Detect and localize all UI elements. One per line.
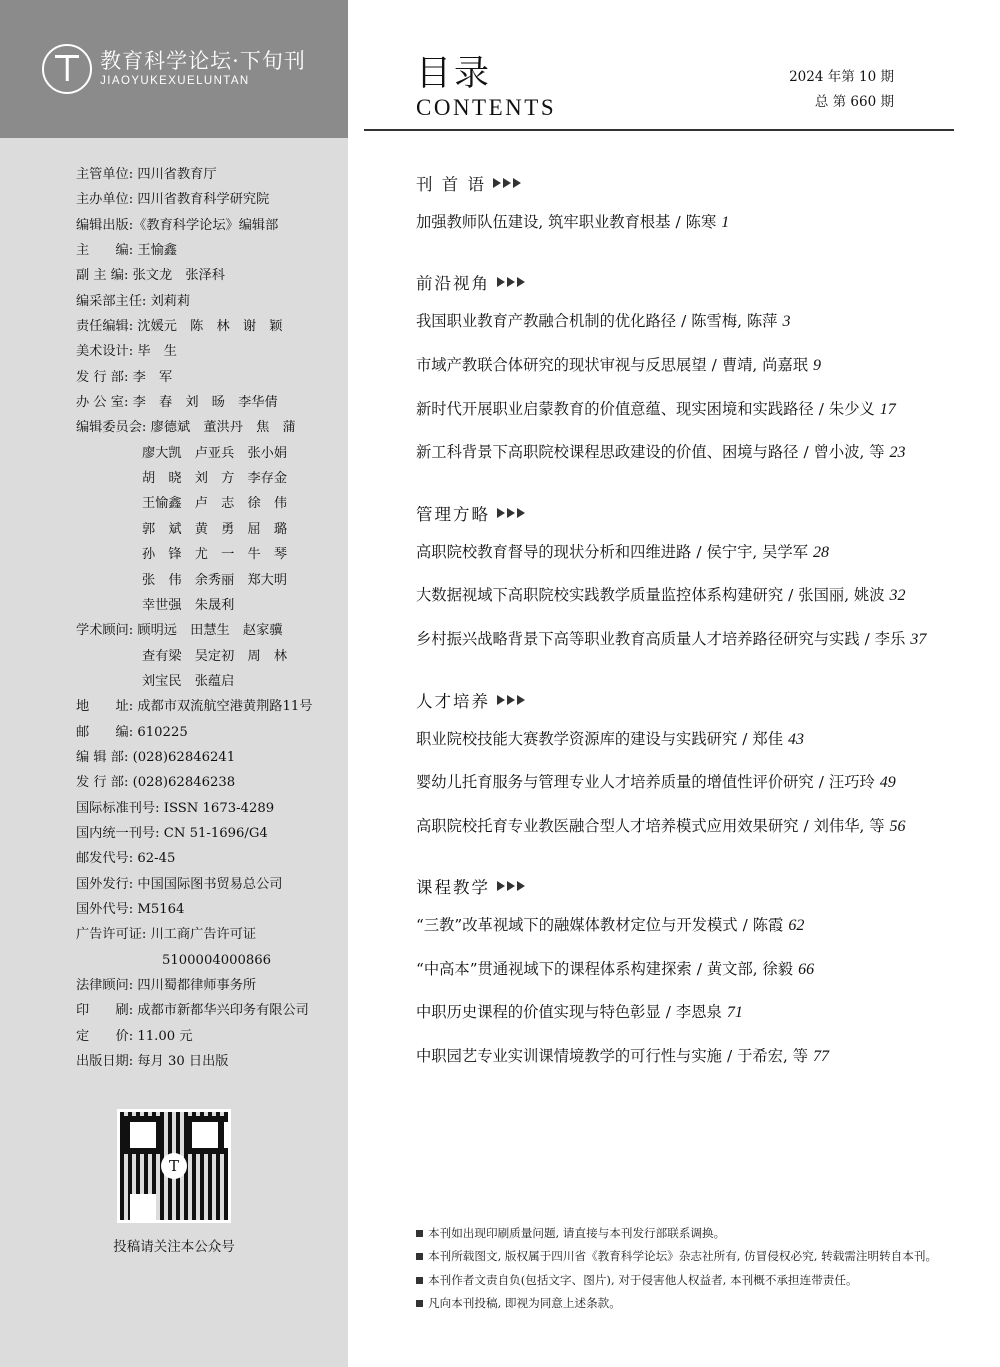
footer-notes (416, 1222, 960, 1315)
entry-page: 32 (889, 587, 906, 605)
triple-arrow-icon (497, 508, 525, 518)
issue-number: 2024 年第 10 期 (789, 68, 894, 85)
footer-note (416, 1269, 960, 1292)
imprint-line: 编辑委员会: 廖德斌 董洪丹 焦 蒲 (76, 420, 296, 436)
entry-page: 71 (726, 1004, 743, 1022)
entry-title: 高职院校托育专业教医融合型人才培养模式应用效果研究 (416, 816, 799, 835)
footer-note (416, 1292, 960, 1315)
imprint-line: 出版日期: 每月 30 日出版 (76, 1054, 229, 1070)
entry-page: 3 (782, 313, 791, 331)
triple-arrow-icon (497, 695, 525, 705)
entry-separator: / (818, 773, 824, 792)
imprint-line: 主管单位: 四川省教育厅 (76, 167, 217, 182)
editorial-board-line: 王愉鑫 卢 志 徐 伟 (142, 496, 288, 512)
imprint-line: 印 刷: 成都市新都华兴印务有限公司 (76, 1003, 309, 1019)
toc-entry[interactable] (416, 344, 954, 388)
section-title-text: 前沿视角 (416, 274, 490, 294)
entry-authors: 陈霞 (752, 916, 784, 935)
contents-header (364, 0, 954, 131)
entry-title: 新工科背景下高职院校课程思政建设的价值、困境与路径 (416, 443, 799, 462)
entry-page: 28 (813, 543, 830, 561)
advisors-line: 学术顾问: 顾明远 田慧生 赵家骥 (76, 623, 283, 639)
imprint-sidebar (0, 0, 348, 1367)
entry-page: 56 (889, 817, 906, 835)
toc-entry[interactable] (416, 718, 954, 762)
entry-separator: / (803, 816, 809, 835)
entry-title: 婴幼儿托育服务与管理专业人才培养质量的增值性评价研究 (416, 773, 814, 792)
contents-section (416, 501, 954, 662)
advisors-line: 刘宝民 张蕴启 (142, 673, 235, 689)
section-heading (416, 270, 954, 294)
entry-authors: 于希宏, 等 (737, 1047, 809, 1066)
entry-page: 1 (721, 213, 730, 231)
entry-page: 17 (879, 400, 896, 418)
entry-page: 49 (879, 774, 896, 792)
toc-entry[interactable] (416, 431, 954, 475)
journal-monogram-icon (42, 44, 92, 94)
entry-page: 62 (788, 917, 805, 935)
entry-page: 66 (798, 960, 815, 978)
entry-page: 23 (889, 444, 906, 462)
entry-separator: / (803, 443, 809, 462)
entry-title: 新时代开展职业启蒙教育的价值意蕴、现实困境和实践路径 (416, 399, 814, 418)
entry-separator: / (818, 399, 824, 418)
entry-title: 中职园艺专业实训课情境教学的可行性与实施 (416, 1047, 722, 1066)
square-bullet-icon (416, 1300, 423, 1307)
toc-entry[interactable] (416, 201, 954, 245)
imprint-line: 发 行 部: 李 军 (76, 369, 173, 385)
imprint-line: 地 址: 成都市双流航空港黄荆路11号 (76, 699, 313, 715)
journal-logo-text (100, 50, 306, 87)
entry-authors: 曹靖, 尚嘉珉 (721, 355, 809, 374)
entry-title: 高职院校教育督导的现状分析和四维进路 (416, 542, 692, 561)
entry-separator: / (696, 959, 702, 978)
advisors-line: 查有梁 吴定初 周 林 (142, 648, 288, 664)
entry-title: “中高本”贯通视域下的课程体系构建探索 (416, 959, 692, 978)
contents-section (416, 874, 954, 1078)
editorial-board-line: 廖大凯 卢亚兵 张小娟 (142, 445, 288, 461)
imprint-line: 定 价: 11.00 元 (76, 1028, 193, 1044)
entry-authors: 汪巧玲 (828, 773, 875, 792)
toc-entry[interactable] (416, 388, 954, 432)
toc-entry[interactable] (416, 948, 954, 992)
entry-title: 乡村振兴战略背景下高等职业教育高质量人才培养路径研究与实践 (416, 629, 860, 648)
imprint-line: 国际标准刊号: ISSN 1673-4289 (76, 800, 275, 816)
contents-section (416, 270, 954, 474)
footer-note-text: 凡向本刊投稿, 即视为同意上述条款。 (428, 1295, 621, 1310)
section-heading (416, 501, 954, 525)
entry-separator: / (711, 355, 717, 374)
imprint-line: 邮 编: 610225 (76, 724, 188, 740)
qr-center-logo-icon: T (161, 1153, 187, 1179)
footer-note-text: 本刊所载图文, 版权属于四川省《教育科学论坛》杂志社所有, 仿冒侵权必究, 转载需注明转自本刊。 (428, 1249, 938, 1264)
imprint-line: 编辑出版:《教育科学论坛》编辑部 (76, 217, 279, 233)
contents-section (416, 688, 954, 849)
toc-entry[interactable] (416, 531, 954, 575)
editorial-board-line: 郭 斌 黄 勇 屈 璐 (142, 521, 288, 537)
toc-entry[interactable] (416, 300, 954, 344)
journal-logo (42, 44, 306, 94)
toc-entry[interactable] (416, 1035, 954, 1079)
entry-title: 职业院校技能大赛教学资源库的建设与实践研究 (416, 729, 738, 748)
entry-separator: / (864, 629, 870, 648)
section-heading (416, 171, 954, 195)
entry-separator: / (788, 586, 794, 605)
imprint-line: 办 公 室: 李 春 刘 旸 李华倩 (76, 395, 278, 411)
contents-title (416, 56, 556, 121)
entry-separator: / (665, 1003, 671, 1022)
section-title-text: 人才培养 (416, 691, 490, 711)
editorial-board-line: 孙 锋 尤 一 牛 琴 (142, 547, 288, 563)
entry-title: 中职历史课程的价值实现与特色彰显 (416, 1003, 661, 1022)
square-bullet-icon (416, 1253, 423, 1260)
section-heading (416, 874, 954, 898)
contents-list (348, 131, 1000, 1079)
toc-entry[interactable] (416, 574, 954, 618)
imprint-line: 国外发行: 中国国际图书贸易总公司 (76, 876, 283, 892)
toc-entry[interactable] (416, 761, 954, 805)
qr-caption: 投稿请关注本公众号 (113, 1239, 235, 1255)
entry-authors: 刘伟华, 等 (813, 816, 885, 835)
entry-separator: / (696, 542, 702, 561)
footer-note (416, 1245, 960, 1268)
entry-authors: 朱少义 (828, 399, 875, 418)
imprint-block (0, 138, 348, 1074)
square-bullet-icon (416, 1277, 423, 1284)
entry-separator: / (681, 312, 687, 331)
footer-note-text: 本刊如出现印刷质量问题, 请直接与本刊发行部联系调换。 (428, 1226, 726, 1241)
entry-title: 大数据视域下高职院校实践教学质量监控体系构建研究 (416, 586, 784, 605)
entry-separator: / (742, 729, 748, 748)
square-bullet-icon (416, 1230, 423, 1237)
entry-title: “三教”改革视域下的融媒体教材定位与开发模式 (416, 916, 738, 935)
imprint-line: 国外代号: M5164 (76, 901, 185, 917)
entry-authors: 侯宁宇, 吴学军 (706, 542, 809, 561)
entry-title: 市域产教联合体研究的现状审视与反思展望 (416, 355, 707, 374)
entry-page: 43 (788, 730, 805, 748)
issue-total: 总 第 660 期 (814, 93, 894, 110)
editorial-board-line: 幸世强 朱晟利 (142, 597, 235, 613)
entry-authors: 陈雪梅, 陈萍 (691, 312, 778, 331)
section-heading (416, 688, 954, 712)
imprint-line: 主 编: 王愉鑫 (76, 243, 177, 259)
entry-authors: 李乐 (874, 629, 906, 648)
triple-arrow-icon (497, 881, 525, 891)
section-title-text: 刊 首 语 (416, 174, 486, 194)
journal-name-cn: 教育科学论坛·下旬刊 (100, 49, 306, 74)
editorial-board-line: 胡 晓 刘 方 李存金 (142, 471, 288, 487)
triple-arrow-icon (493, 178, 521, 188)
toc-entry[interactable] (416, 618, 954, 662)
imprint-line: 副 主 编: 张文龙 张泽科 (76, 268, 225, 284)
editorial-board-line: 张 伟 余秀丽 郑大明 (142, 572, 288, 588)
imprint-line: 编 辑 部: (028)62846241 (76, 749, 236, 765)
imprint-line: 发 行 部: (028)62846238 (76, 775, 236, 791)
imprint-line: 法律顾问: 四川蜀都律师事务所 (76, 978, 257, 993)
entry-page: 37 (910, 630, 927, 648)
contents-section (416, 171, 954, 245)
entry-authors: 曾小波, 等 (813, 443, 885, 462)
toc-entry[interactable] (416, 904, 954, 948)
footer-note-text: 本刊作者文责自负(包括文字、图片), 对于侵害他人权益者, 本刊概不承担连带责任。 (428, 1272, 858, 1287)
imprint-line: 美术设计: 毕 生 (76, 344, 177, 360)
qr-code-icon (117, 1109, 231, 1223)
issue-info (789, 65, 894, 121)
entry-authors: 张国丽, 姚波 (798, 586, 885, 605)
journal-name-en: JIAOYUKEXUELUNTAN (100, 75, 250, 88)
imprint-line: 邮发代号: 62-45 (76, 851, 176, 867)
entry-separator: / (726, 1047, 733, 1066)
imprint-line: 责任编辑: 沈媛元 陈 林 谢 颖 (76, 319, 283, 335)
toc-entry[interactable] (416, 805, 954, 849)
toc-entry[interactable] (416, 991, 954, 1035)
entry-page: 77 (813, 1048, 830, 1066)
journal-masthead (0, 0, 348, 138)
imprint-line: 广告许可证: 川工商广告许可证 (76, 927, 257, 943)
section-title-text: 管理方略 (416, 504, 490, 524)
entry-authors: 陈寒 (685, 212, 717, 231)
entry-title: 加强教师队伍建设, 筑牢职业教育根基 (416, 212, 671, 231)
imprint-line: 国内统一刊号: CN 51-1696/G4 (76, 825, 268, 841)
entry-title: 我国职业教育产教融合机制的优化路径 (416, 312, 677, 331)
qr-block (0, 1109, 348, 1255)
imprint-line: 编采部主任: 刘莉莉 (76, 293, 191, 309)
imprint-line: 主办单位: 四川省教育科学研究院 (76, 192, 270, 208)
entry-authors: 李恩泉 (675, 1003, 722, 1022)
entry-separator: / (675, 212, 681, 231)
triple-arrow-icon (497, 277, 525, 287)
page-title-en: CONTENTS (416, 94, 557, 120)
entry-separator: / (742, 916, 748, 935)
entry-authors: 黄文部, 徐毅 (706, 959, 794, 978)
entry-page: 9 (813, 356, 822, 374)
contents-main (348, 0, 1000, 1367)
imprint-line: 5100004000866 (162, 952, 272, 968)
footer-note (416, 1222, 960, 1245)
entry-authors: 郑佳 (752, 729, 784, 748)
section-title-text: 课程教学 (416, 878, 490, 898)
page-title-cn: 目录 (416, 54, 493, 94)
